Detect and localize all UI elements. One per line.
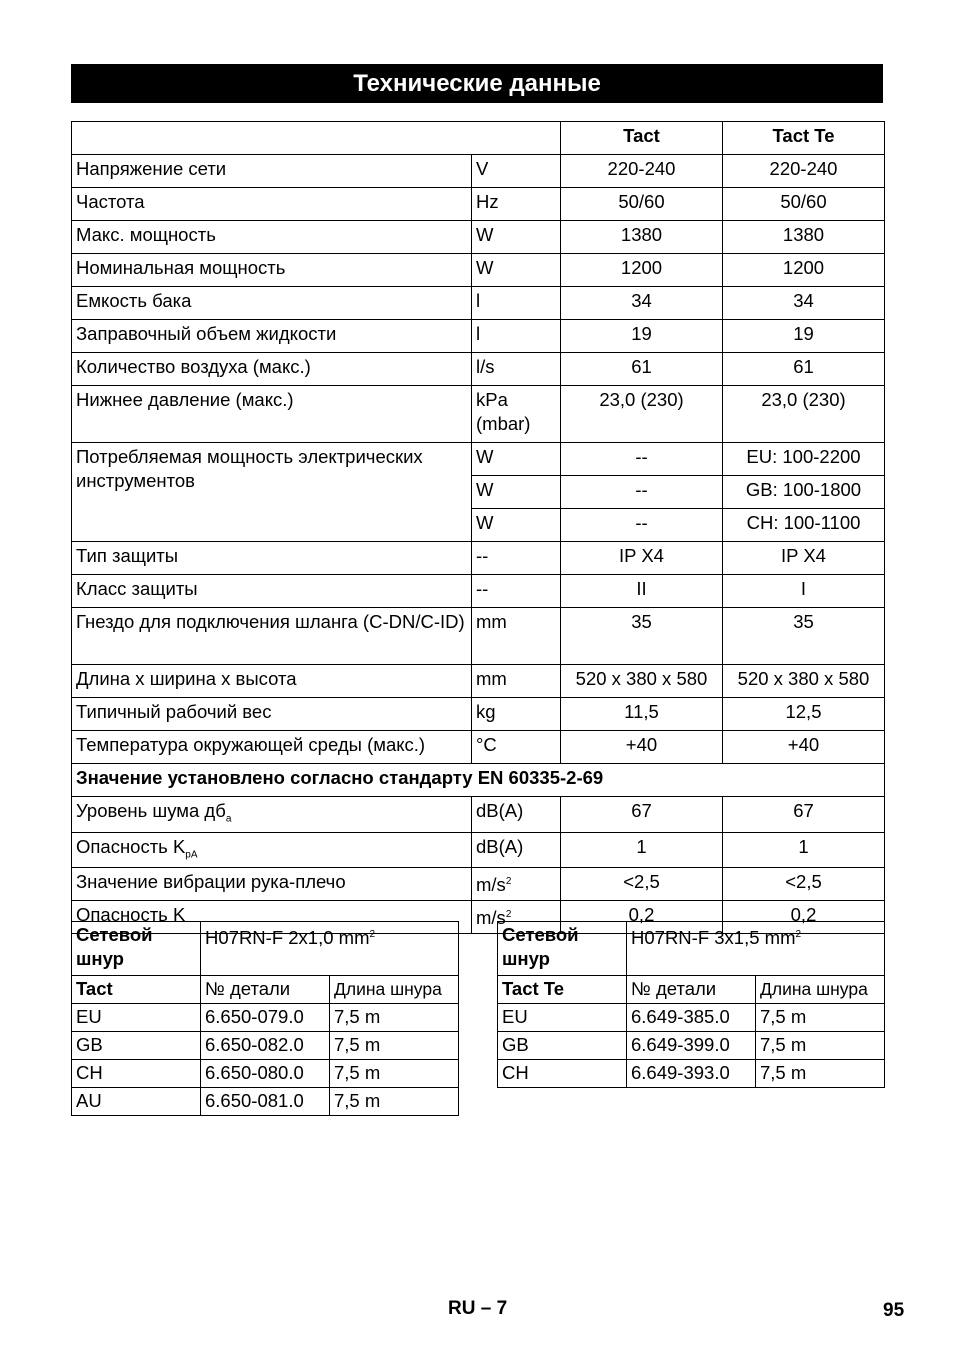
spec-value-tact <box>561 353 723 386</box>
power-cord-table-tact-te <box>497 921 885 1088</box>
spec-value-tact <box>561 832 723 868</box>
spec-value-tact-te <box>723 188 885 221</box>
spec-value-tact-text: 220-240 <box>607 158 676 179</box>
cord-country <box>72 1004 201 1032</box>
spec-label <box>72 868 472 901</box>
cord-row <box>498 1004 885 1032</box>
spec-value-tact-te-text: 220-240 <box>769 158 838 179</box>
spec-unit <box>472 155 561 188</box>
spec-label-text: Класс защиты <box>76 578 198 599</box>
cord-label-text: Сетевой шнур <box>76 924 153 969</box>
spec-label-text: Заправочный объем жидкости <box>76 323 337 344</box>
spec-unit <box>472 353 561 386</box>
cord-length <box>756 1004 885 1032</box>
cord-col-length-text: Длина шнура <box>334 979 442 999</box>
cord-row <box>72 1032 459 1060</box>
spec-unit <box>472 575 561 608</box>
spec-unit <box>472 443 561 476</box>
spec-value-tact-text: 23,0 (230) <box>599 389 684 410</box>
spec-label-text: Типичный рабочий вес <box>76 701 272 722</box>
spec-value-tact-text: 67 <box>631 800 652 821</box>
spec-label-text: Гнездо для подключения шланга (C-DN/C-ID) <box>76 611 465 632</box>
spec-unit-text: V <box>476 158 489 179</box>
spec-value-tact-te <box>723 665 885 698</box>
spec-value-tact <box>561 868 723 901</box>
cord-country-text: CH <box>76 1062 103 1083</box>
cord-col-part <box>201 976 330 1004</box>
spec-label <box>72 832 472 868</box>
spec-label-text: Нижнее давление (макс.) <box>76 389 294 410</box>
spec-row <box>72 386 885 443</box>
cord-col-length <box>330 976 459 1004</box>
cord-row <box>72 1004 459 1032</box>
spec-value-tact-te <box>723 320 885 353</box>
spec-label-text: Температура окружающей среды (макс.) <box>76 734 426 755</box>
spec-label-text: Напряжение сети <box>76 158 227 179</box>
spec-value-tact-te <box>723 443 885 476</box>
spec-unit <box>472 476 561 509</box>
spec-label-text: Значение вибрации рука-плечо <box>76 871 346 893</box>
spec-value-tact-te-text: 50/60 <box>780 191 827 212</box>
spec-value-tact-te-text: 23,0 (230) <box>761 389 846 410</box>
spec-value-tact <box>561 320 723 353</box>
spec-unit-text: m/s <box>476 874 506 896</box>
spec-value-tact-te-text: EU: 100-2200 <box>746 446 861 467</box>
spec-value-tact-te-text: 520 x 380 x 580 <box>737 668 870 689</box>
spec-value-tact <box>561 155 723 188</box>
cord-col-part <box>627 976 756 1004</box>
cord-header-row <box>498 976 885 1004</box>
cord-length-text: 7,5 m <box>334 1006 381 1027</box>
spec-value-tact-te <box>723 155 885 188</box>
spec-row <box>72 665 885 698</box>
spec-row <box>72 320 885 353</box>
spec-value-tact-te-text: +40 <box>787 734 820 755</box>
spec-value-tact-te <box>723 698 885 731</box>
spec-unit-text: -- <box>476 545 489 566</box>
spec-value-tact-text: 1 <box>636 835 647 857</box>
header-tact-te-text: Tact Te <box>772 125 835 146</box>
spec-unit-text: dB(A) <box>476 800 524 821</box>
cord-model-text: Tact Te <box>502 978 565 999</box>
standard-note-text: Значение установлено согласно стандарту EN 60335-2-69 <box>76 767 604 788</box>
cord-part-number <box>627 1004 756 1032</box>
spec-label-text: Номинальная мощность <box>76 257 286 278</box>
cord-length-text: 7,5 m <box>760 1006 807 1027</box>
cord-part-number-text: 6.649-385.0 <box>631 1006 730 1027</box>
spec-label-text: Частота <box>76 191 145 212</box>
spec-row <box>72 542 885 575</box>
spec-unit-text: kg <box>476 701 496 722</box>
spec-value-tact-text: <2,5 <box>623 871 660 893</box>
cord-country <box>72 1032 201 1060</box>
spec-label <box>72 608 472 665</box>
cord-country <box>498 1004 627 1032</box>
spec-unit <box>472 509 561 542</box>
spec-value-tact-te-text: 1380 <box>782 224 825 245</box>
spec-value-tact <box>561 698 723 731</box>
cord-col-part-text: № детали <box>631 978 717 999</box>
spec-unit-text: W <box>476 257 494 278</box>
power-cord-table-tact <box>71 921 459 1116</box>
spec-row <box>72 155 885 188</box>
spec-unit <box>472 188 561 221</box>
spec-row <box>72 254 885 287</box>
spec-value-tact-te <box>723 797 885 833</box>
cord-spec-text: H07RN-F 3x1,5 mm <box>631 927 796 949</box>
spec-unit-superscript: 2 <box>505 909 512 921</box>
spec-unit-text: W <box>476 224 494 245</box>
cord-model-text: Tact <box>76 978 113 999</box>
spec-label-text: Длина x ширина x высота <box>76 668 297 689</box>
spec-value-tact-te-text: 1200 <box>782 257 825 278</box>
cord-length <box>330 1004 459 1032</box>
cord-country-text: CH <box>502 1062 529 1083</box>
cord-spec-row <box>72 922 459 976</box>
cord-part-number <box>627 1060 756 1088</box>
spec-value-tact-te-text: 35 <box>793 611 814 632</box>
spec-value-tact-te-text: CH: 100-1100 <box>746 512 861 533</box>
header-row <box>72 122 885 155</box>
spec-unit <box>472 287 561 320</box>
spec-value-tact <box>561 287 723 320</box>
spec-value-tact-text: -- <box>635 479 648 500</box>
spec-row <box>72 188 885 221</box>
spec-value-tact <box>561 797 723 833</box>
page-number: 95 <box>883 1300 905 1321</box>
spec-value-tact-te <box>723 386 885 443</box>
page-title: Технические данные <box>71 64 883 103</box>
spec-row-noise <box>72 797 885 833</box>
spec-label-text: Тип защиты <box>76 545 179 566</box>
spec-value-tact-te <box>723 575 885 608</box>
cord-country-text: AU <box>76 1090 102 1111</box>
cord-spec-text: H07RN-F 2x1,0 mm <box>205 927 370 949</box>
spec-value-tact-te-text: 1 <box>798 835 809 857</box>
spec-value-tact-te-text: 61 <box>793 356 814 377</box>
spec-value-tact <box>561 476 723 509</box>
spec-unit <box>472 731 561 764</box>
spec-unit-text: W <box>476 512 494 533</box>
standard-note <box>72 764 885 797</box>
cord-country <box>498 1032 627 1060</box>
spec-row <box>72 731 885 764</box>
spec-unit-text: °C <box>476 734 497 755</box>
spec-value-tact-te <box>723 731 885 764</box>
spec-label <box>72 698 472 731</box>
spec-value-tact-te-text: 12,5 <box>785 701 822 722</box>
spec-unit <box>472 832 561 868</box>
spec-unit <box>472 698 561 731</box>
spec-label-text: Потребляемая мощность электрических инструментов <box>76 446 423 491</box>
cord-spec <box>201 922 459 976</box>
cord-part-number <box>201 1032 330 1060</box>
cord-part-number <box>627 1032 756 1060</box>
spec-value-tact-text: +40 <box>625 734 658 755</box>
cord-label <box>72 922 201 976</box>
cord-label-text: Сетевой шнур <box>502 924 579 969</box>
spec-value-tact <box>561 542 723 575</box>
spec-label <box>72 443 472 542</box>
cord-col-length <box>756 976 885 1004</box>
spec-label-text: Уровень шума дб <box>76 800 226 821</box>
spec-value-tact-text: 35 <box>631 611 652 632</box>
spec-value-tact-te <box>723 868 885 901</box>
spec-label <box>72 575 472 608</box>
spec-label <box>72 221 472 254</box>
spec-row-vibration <box>72 868 885 901</box>
cord-spec-row <box>498 922 885 976</box>
spec-value-tact-text: IP X4 <box>619 545 664 566</box>
spec-label-text: Опасность K <box>76 904 186 926</box>
header-tact-text: Tact <box>623 125 660 146</box>
spec-value-tact-text: -- <box>635 446 648 467</box>
spec-value-tact-te-text: 34 <box>793 290 814 311</box>
cord-header-row <box>72 976 459 1004</box>
cord-model <box>72 976 201 1004</box>
cord-spec <box>627 922 885 976</box>
spec-value-tact-te <box>723 832 885 868</box>
spec-value-tact-text: 61 <box>631 356 652 377</box>
cord-length <box>756 1060 885 1088</box>
spec-value-tact <box>561 509 723 542</box>
spec-row-tools <box>72 443 885 476</box>
cord-row <box>498 1060 885 1088</box>
cord-country-text: GB <box>76 1034 103 1055</box>
cord-col-part-text: № детали <box>205 978 291 999</box>
spec-value-tact-text: 0,2 <box>628 904 655 926</box>
cord-spec-superscript: 2 <box>369 929 376 940</box>
cord-row <box>72 1088 459 1116</box>
spec-label <box>72 797 472 833</box>
spec-value-tact-te <box>723 353 885 386</box>
cord-country <box>72 1060 201 1088</box>
spec-value-tact-te-text: <2,5 <box>785 871 822 893</box>
spec-row <box>72 608 885 665</box>
spec-label <box>72 731 472 764</box>
spec-unit-text: kPa (mbar) <box>476 389 531 434</box>
header-tact-te <box>723 122 885 155</box>
specs-table <box>71 121 885 934</box>
spec-value-tact <box>561 386 723 443</box>
spec-label <box>72 353 472 386</box>
spec-label-text: Емкость бака <box>76 290 192 311</box>
spec-label <box>72 386 472 443</box>
spec-label-text: Макс. мощность <box>76 224 216 245</box>
cord-length-text: 7,5 m <box>334 1062 381 1083</box>
spec-unit-text: mm <box>476 668 507 689</box>
spec-value-tact-te <box>723 287 885 320</box>
cord-length <box>330 1088 459 1116</box>
cord-length <box>330 1032 459 1060</box>
spec-unit-text: Hz <box>476 191 499 212</box>
spec-label-subscript: a <box>225 813 232 825</box>
spec-value-tact-te <box>723 509 885 542</box>
spec-unit-text: -- <box>476 578 489 599</box>
spec-row-kpa <box>72 832 885 868</box>
spec-label <box>72 254 472 287</box>
spec-unit-text: l <box>476 323 481 344</box>
spec-label <box>72 665 472 698</box>
spec-value-tact <box>561 254 723 287</box>
cord-part-number-text: 6.650-082.0 <box>205 1034 304 1055</box>
spec-value-tact-te-text: GB: 100-1800 <box>745 479 862 500</box>
spec-value-tact-te-text: IP X4 <box>781 545 826 566</box>
spec-value-tact-text: 34 <box>631 290 652 311</box>
spec-label <box>72 155 472 188</box>
cord-row <box>72 1060 459 1088</box>
cord-part-number <box>201 1004 330 1032</box>
spec-value-tact-te <box>723 476 885 509</box>
cord-country-text: GB <box>502 1034 529 1055</box>
spec-value-tact-text: -- <box>635 512 648 533</box>
spec-value-tact <box>561 665 723 698</box>
spec-value-tact-te <box>723 542 885 575</box>
header-tact <box>561 122 723 155</box>
spec-unit <box>472 608 561 665</box>
cord-model <box>498 976 627 1004</box>
spec-value-tact-text: 19 <box>631 323 652 344</box>
spec-unit-text: W <box>476 446 494 467</box>
cord-label <box>498 922 627 976</box>
spec-unit-text: l/s <box>476 356 495 377</box>
cord-part-number-text: 6.650-080.0 <box>205 1062 304 1083</box>
spec-value-tact <box>561 608 723 665</box>
spec-unit <box>472 386 561 443</box>
spec-unit <box>472 868 561 901</box>
footer-section-label: RU – 7 <box>448 1298 508 1319</box>
spec-unit <box>472 320 561 353</box>
spec-label <box>72 188 472 221</box>
spec-value-tact <box>561 731 723 764</box>
spec-value-tact-te <box>723 221 885 254</box>
spec-value-tact <box>561 575 723 608</box>
spec-value-tact-te <box>723 254 885 287</box>
spec-value-tact-text: 520 x 380 x 580 <box>575 668 708 689</box>
spec-unit <box>472 797 561 833</box>
spec-value-tact-te-text: 67 <box>793 800 814 821</box>
spec-row <box>72 221 885 254</box>
spec-label-subscript: pA <box>185 849 198 861</box>
spec-row <box>72 287 885 320</box>
spec-value-tact <box>561 188 723 221</box>
cord-length-text: 7,5 m <box>760 1034 807 1055</box>
spec-label <box>72 542 472 575</box>
cord-spec-superscript: 2 <box>795 929 802 940</box>
spec-value-tact-te-text: 19 <box>793 323 814 344</box>
spec-unit <box>472 254 561 287</box>
cord-length-text: 7,5 m <box>760 1062 807 1083</box>
spec-row <box>72 698 885 731</box>
spec-unit-superscript: 2 <box>505 876 512 888</box>
spec-row <box>72 353 885 386</box>
spec-value-tact-te <box>723 608 885 665</box>
spec-value-tact-text: 50/60 <box>618 191 665 212</box>
cord-row <box>498 1032 885 1060</box>
cord-length-text: 7,5 m <box>334 1034 381 1055</box>
cord-part-number-text: 6.649-393.0 <box>631 1062 730 1083</box>
spec-unit <box>472 542 561 575</box>
spec-unit-text: W <box>476 479 494 500</box>
cord-length-text: 7,5 m <box>334 1090 381 1111</box>
spec-unit <box>472 221 561 254</box>
cord-country-text: EU <box>76 1006 102 1027</box>
spec-label-text: Количество воздуха (макс.) <box>76 356 311 377</box>
cord-part-number <box>201 1088 330 1116</box>
spec-value-tact <box>561 221 723 254</box>
spec-row <box>72 575 885 608</box>
spec-value-tact-text: II <box>636 578 647 599</box>
cord-part-number-text: 6.650-079.0 <box>205 1006 304 1027</box>
cord-length <box>330 1060 459 1088</box>
spec-value-tact-te-text: I <box>800 578 807 599</box>
spec-value-tact-text: 1200 <box>620 257 663 278</box>
spec-unit-text: mm <box>476 611 507 632</box>
cord-country <box>498 1060 627 1088</box>
spec-label <box>72 320 472 353</box>
spec-value-tact <box>561 443 723 476</box>
spec-value-tact-text: 1380 <box>620 224 663 245</box>
standard-row <box>72 764 885 797</box>
spec-unit-text: dB(A) <box>476 835 524 857</box>
spec-unit <box>472 665 561 698</box>
cord-length <box>756 1032 885 1060</box>
cord-country <box>72 1088 201 1116</box>
header-blank <box>72 122 561 155</box>
spec-unit-text: m/s <box>476 907 506 929</box>
cord-part-number <box>201 1060 330 1088</box>
spec-value-tact-text: 11,5 <box>624 701 659 722</box>
spec-label-text: Опасность K <box>76 835 186 857</box>
spec-label <box>72 287 472 320</box>
cord-country-text: EU <box>502 1006 528 1027</box>
cord-part-number-text: 6.649-399.0 <box>631 1034 730 1055</box>
cord-part-number-text: 6.650-081.0 <box>205 1090 304 1111</box>
spec-unit-text: l <box>476 290 481 311</box>
cord-col-length-text: Длина шнура <box>760 979 868 999</box>
spec-value-tact-te-text: 0,2 <box>790 904 817 926</box>
